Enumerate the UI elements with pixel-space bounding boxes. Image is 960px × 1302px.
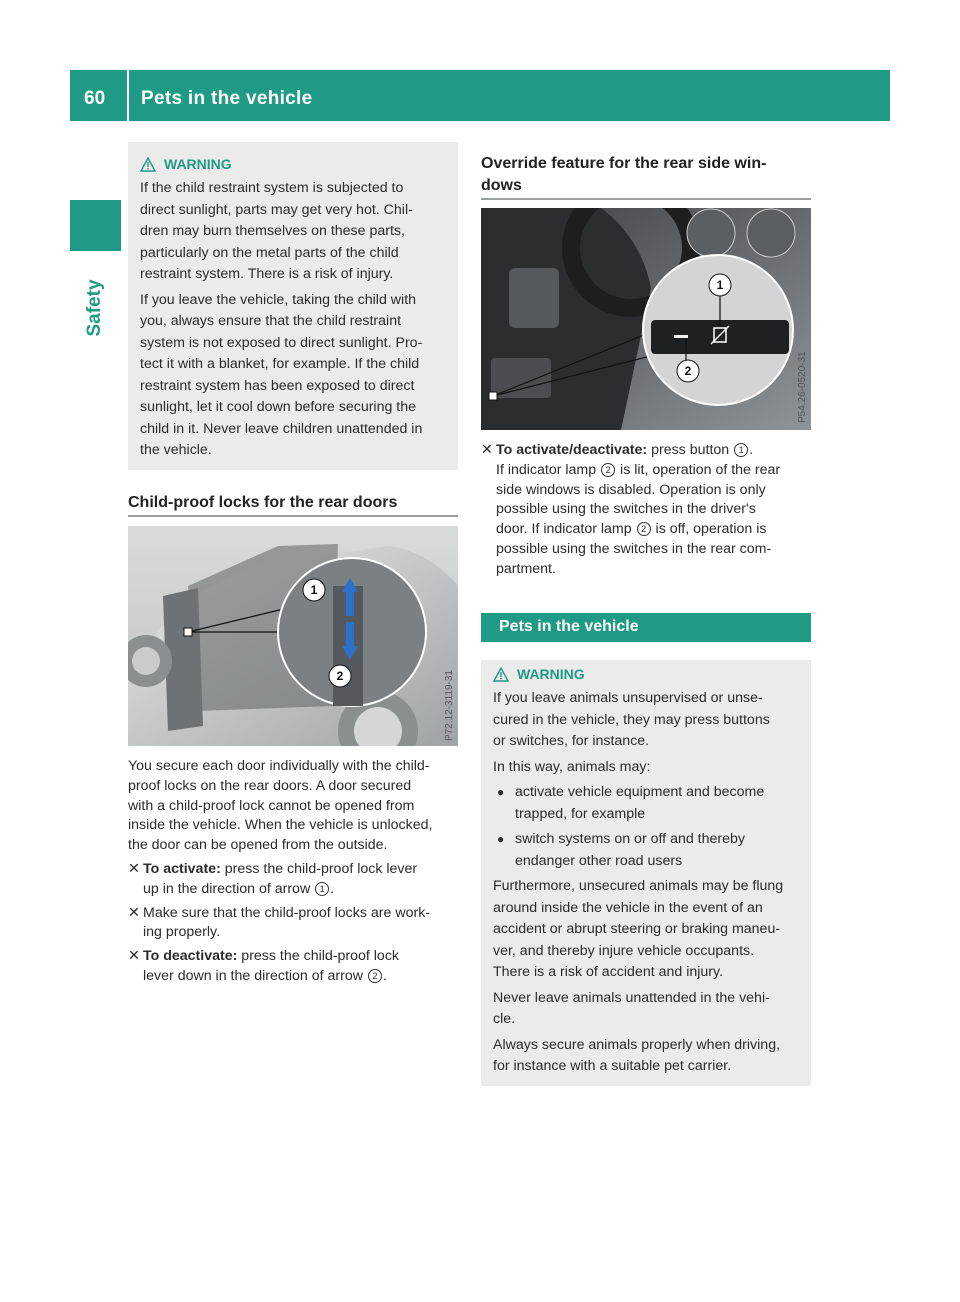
warning-triangle-icon bbox=[493, 667, 509, 682]
warning-line: child in it. Never leave children unattended in bbox=[140, 420, 423, 437]
warning-line: tect it with a blanket, for example. If the child bbox=[140, 356, 420, 372]
body-line: proof locks on the rear doors. A door secured bbox=[128, 777, 412, 794]
body-line: the door can be opened from the outside. bbox=[128, 837, 388, 854]
step-arrow-icon: ✕ bbox=[128, 904, 140, 921]
warning-line: particularly on the metal parts of the child bbox=[140, 244, 399, 261]
callout-2: 2 bbox=[336, 669, 344, 683]
warning-box-child-restraint bbox=[128, 142, 458, 470]
step-arrow-icon: ✕ bbox=[481, 442, 493, 458]
body-line: with a child-proof lock cannot be opened from bbox=[128, 797, 415, 814]
warning-line: In this way, animals may: bbox=[493, 758, 651, 775]
warning-line: dren may burn themselves on these parts, bbox=[140, 223, 405, 239]
section-rule bbox=[128, 515, 458, 517]
warning-line: direct sunlight, parts may get very hot. Chil- bbox=[140, 201, 413, 218]
warning-line: Never leave animals unattended in the vehi- bbox=[493, 989, 770, 1006]
callout-ref-1: 1 bbox=[315, 882, 329, 896]
callout-ref-1: 1 bbox=[734, 443, 748, 457]
section-heading-pets: Pets in the vehicle bbox=[481, 613, 811, 642]
override-body bbox=[481, 441, 816, 584]
child-proof-lock-image bbox=[128, 526, 458, 746]
list-item: ● switch systems on or off and thereby endanger other road users bbox=[497, 831, 745, 869]
callout-ref-2: 2 bbox=[368, 969, 382, 983]
warning-line: you, always ensure that the child restraint bbox=[140, 313, 402, 329]
bullet-icon: ● bbox=[497, 832, 505, 846]
chapter-label bbox=[82, 258, 108, 358]
section-rule bbox=[481, 198, 811, 200]
warning-line: restraint system. There is a risk of injury. bbox=[140, 266, 394, 282]
warning-line: system is not exposed to direct sunlight. Pro- bbox=[140, 334, 423, 351]
chapter-marker bbox=[70, 200, 121, 251]
section-heading-override: Override feature for the rear side win- dows bbox=[481, 155, 767, 194]
warning-box-pets bbox=[481, 660, 811, 1086]
warning-line: If the child restraint system is subjected to bbox=[140, 180, 404, 196]
warning-line: cle. bbox=[493, 1011, 516, 1027]
image-code: P72.12-3119-31 bbox=[444, 670, 455, 741]
image-code: P54.26-0520-31 bbox=[797, 351, 808, 423]
body-line: inside the vehicle. When the vehicle is unlocked, bbox=[128, 817, 433, 834]
warning-line: sunlight, let it cool down before securing the bbox=[140, 399, 417, 415]
warning-line: for instance with a suitable pet carrier. bbox=[493, 1058, 732, 1074]
warning-line: around inside the vehicle in the event of an bbox=[493, 899, 763, 916]
callout-1: 1 bbox=[310, 583, 318, 597]
bullet-icon: ● bbox=[497, 785, 505, 799]
warning-line: Always secure animals properly when driving, bbox=[493, 1036, 781, 1053]
warning-line: Furthermore, unsecured animals may be flung bbox=[493, 878, 784, 894]
override-switch-image bbox=[481, 208, 811, 430]
list-item: ● activate vehicle equipment and become trapped, for example bbox=[497, 784, 765, 822]
header-divider bbox=[127, 70, 129, 121]
warning-line: ver, and thereby injure vehicle occupants. bbox=[493, 942, 755, 959]
page-number: 60 bbox=[84, 88, 106, 109]
warning-line: or switches, for instance. bbox=[493, 733, 650, 749]
callout-2: 2 bbox=[684, 364, 692, 378]
callout-ref-2: 2 bbox=[601, 463, 615, 477]
step-deactivate: ✕ To deactivate: press the child-proof lock lever down in the direction of arrow 2 . bbox=[128, 948, 400, 984]
step-arrow-icon: ✕ bbox=[128, 860, 140, 877]
warning-line: If you leave the vehicle, taking the child with bbox=[140, 291, 417, 308]
callout-ref-2: 2 bbox=[637, 522, 651, 536]
warning-line: the vehicle. bbox=[140, 442, 212, 458]
step-activate: ✕ To activate: press the child-proof lock lever up in the direction of arrow 1 . bbox=[128, 860, 418, 897]
warning-line: accident or abrupt steering or braking maneu- bbox=[493, 921, 781, 937]
warning-triangle-icon bbox=[140, 157, 156, 172]
callout-1: 1 bbox=[716, 278, 724, 292]
step-activate-deactivate: ✕ To activate/deactivate: press button 1 . If indicator lamp 2 is lit, operation of the rear side windows is disabled. Operation is only possible using the switches in the driver's door. If indicator lamp 2 is off, operation is possible using the switches in the rear com- partment. bbox=[481, 442, 781, 577]
warning-line: If you leave animals unsupervised or unse- bbox=[493, 690, 763, 706]
step-check: ✕ Make sure that the child-proof locks are work- ing properly. bbox=[128, 904, 431, 941]
chapter-text: Safety bbox=[84, 279, 105, 337]
warning-line: restraint system has been exposed to direct bbox=[140, 377, 415, 394]
page-title: Pets in the vehicle bbox=[141, 88, 313, 109]
body-line: You secure each door individually with the child- bbox=[128, 758, 430, 774]
section-heading-child-proof: Child-proof locks for the rear doors bbox=[128, 494, 398, 511]
step-arrow-icon: ✕ bbox=[128, 948, 140, 965]
child-proof-body bbox=[128, 757, 463, 991]
warning-heading: WARNING bbox=[140, 156, 446, 172]
warning-line: cured in the vehicle, they may press buttons bbox=[493, 711, 770, 728]
warning-line: There is a risk of accident and injury. bbox=[493, 964, 723, 980]
warning-heading: WARNING bbox=[493, 666, 799, 682]
